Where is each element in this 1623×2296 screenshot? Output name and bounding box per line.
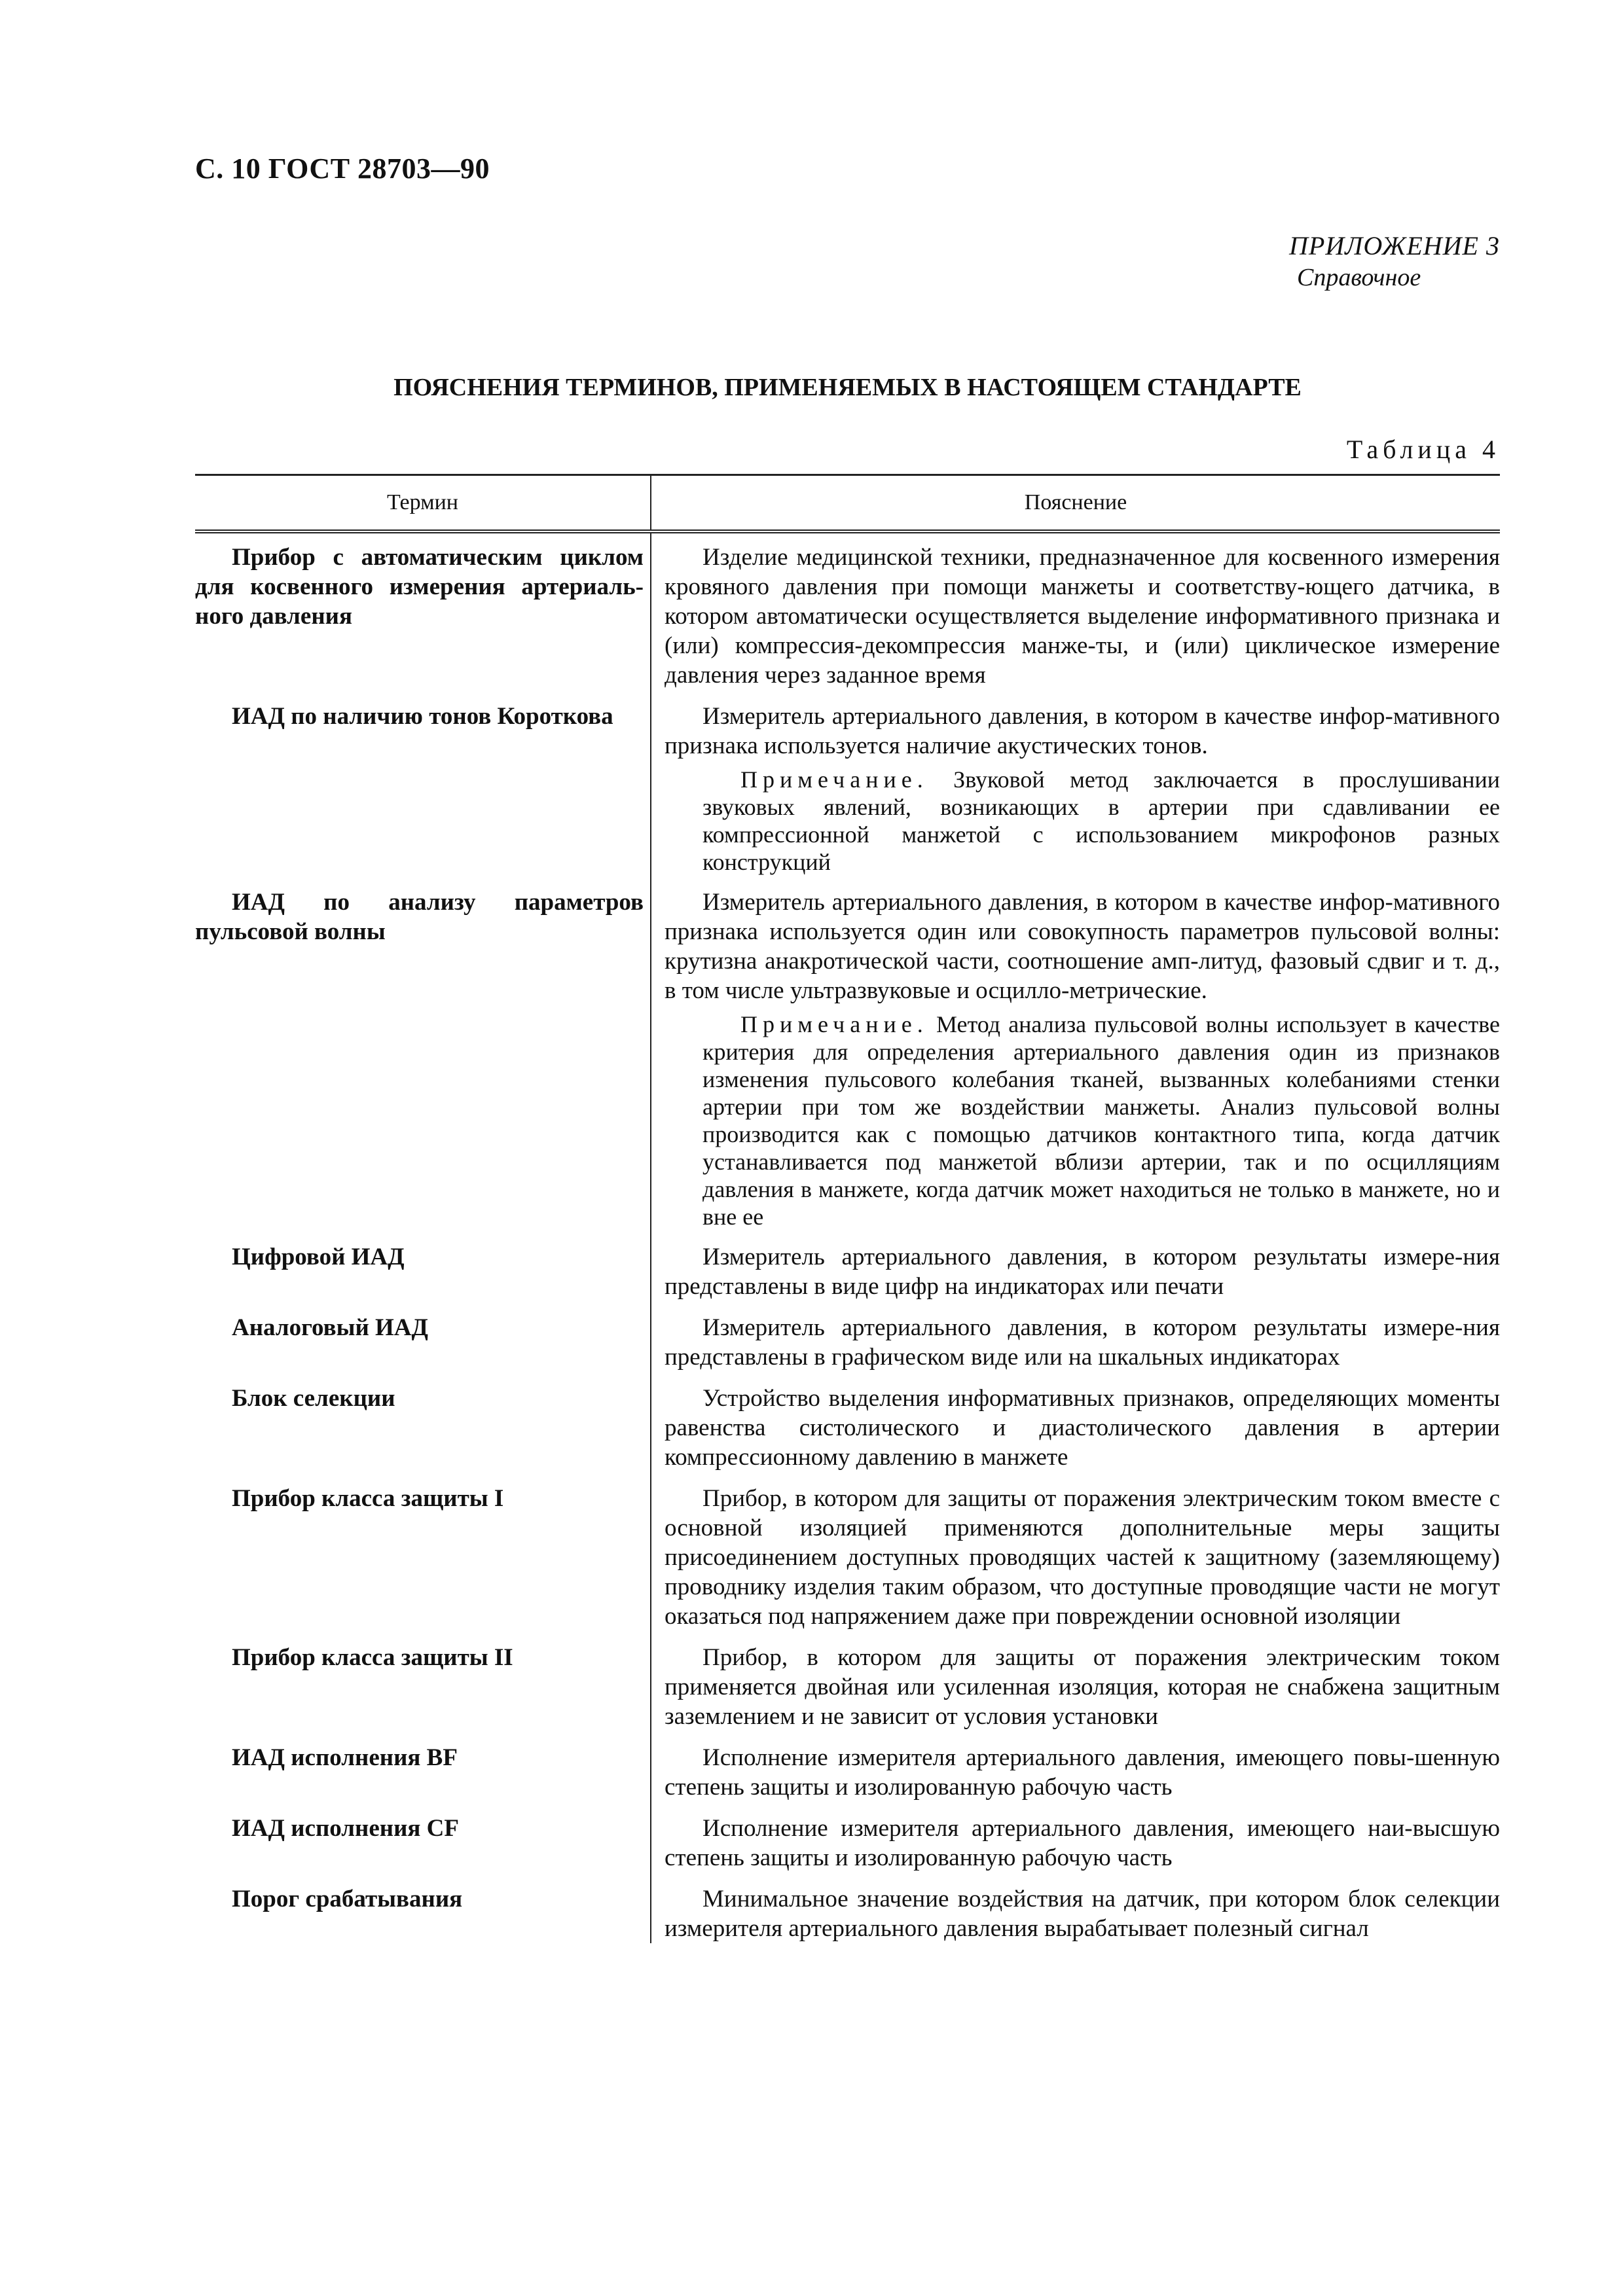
table-row	[195, 1802, 1500, 1873]
term-cell	[195, 1802, 651, 1873]
term-cell	[195, 876, 651, 1230]
appendix-title: ПРИЛОЖЕНИЕ 3	[1289, 231, 1500, 260]
table-row	[195, 1631, 1500, 1731]
explanation-text: Изделие медицинской техники, предназначенное для косвенного измерения кровяного давления при помощи манжеты и соответству-ющего датчика, в котором автоматически осуществляется выделение информативного признака и (или) компрессия-декомпрессия манже-ты, и (или) циклическое измерение давления через заданное время	[665, 544, 1500, 689]
explanation-text: Исполнение измерителя артериального давления, имеющего наи-высшую степень защиты и изолированную рабочую часть	[665, 1815, 1500, 1871]
column-header-term: Термин	[195, 475, 651, 532]
term-text: ИАД исполнения BF	[232, 1744, 458, 1771]
term-text: Блок селекции	[232, 1385, 395, 1412]
explanation-cell	[651, 531, 1500, 690]
term-text: Прибор класса защиты II	[232, 1644, 513, 1671]
note-paragraph	[702, 766, 1500, 876]
term-text: Прибор класса защиты I	[232, 1485, 504, 1512]
term-cell	[195, 690, 651, 876]
table-row	[195, 1301, 1500, 1372]
terms-table-container	[195, 474, 1500, 1943]
table-row	[195, 1372, 1500, 1472]
explanation-text: Прибор, в котором для защиты от поражения электрическим током применяется двойная или усиленная изоляция, которая не снабжена защитным заземлением и не зависит от условия установки	[665, 1644, 1500, 1730]
term-text: ИАД исполнения CF	[232, 1815, 460, 1842]
explanation-cell	[651, 1802, 1500, 1873]
term-text: Аналоговый ИАД	[232, 1314, 428, 1341]
table-row	[195, 690, 1500, 876]
explanation-cell	[651, 1301, 1500, 1372]
table-row	[195, 1472, 1500, 1631]
explanation-text: Измеритель артериального давления, в котором в качестве инфор-мативного признака используется один или совокупность параметров пульсовой волны: крутизна анакротической части, соотношение амп-литуд, фазовый сдвиг и т. д., в том числе ультразвуковые и осцилло-метрические.	[665, 889, 1500, 1004]
explanation-text: Устройство выделения информативных признаков, определяющих моменты равенства систолического и диастолического давления в артерии компрессионному давлению в манжете	[665, 1385, 1500, 1471]
term-cell	[195, 1731, 651, 1802]
appendix-subtitle: Справочное	[1297, 264, 1421, 291]
explanation-cell	[651, 1230, 1500, 1301]
table-header-row	[195, 475, 1500, 532]
table-row	[195, 1873, 1500, 1943]
term-text: ИАД по анализу параметров пульсовой волны	[195, 889, 644, 945]
table-row	[195, 1731, 1500, 1802]
term-cell	[195, 1631, 651, 1731]
terms-table	[195, 474, 1500, 1943]
page-header: С. 10 ГОСТ 28703—90	[195, 152, 490, 185]
column-header-explanation: Пояснение	[651, 475, 1500, 532]
term-cell	[195, 531, 651, 690]
explanation-text: Прибор, в котором для защиты от поражения электрическим током вместе с основной изоляцией применяются дополнительные меры защиты присоединением доступных проводящих частей к защитному (заземляющему) проводнику изделия таким образом, что доступные проводящие части не могут оказаться под напряжением даже при повреждении основной изоляции	[665, 1485, 1500, 1630]
note-text: Звуковой метод заключается в прослушивании звуковых явлений, возникающих в артерии при сдавливании ее компрессионной манжетой с использованием микрофонов разных конструкций	[702, 766, 1501, 875]
term-cell	[195, 1372, 651, 1472]
table-row	[195, 1230, 1500, 1301]
term-cell	[195, 1301, 651, 1372]
explanation-cell	[651, 1873, 1500, 1943]
explanation-text: Исполнение измерителя артериального давления, имеющего повы-шенную степень защиты и изолированную рабочую часть	[665, 1744, 1500, 1801]
explanation-cell	[651, 1631, 1500, 1731]
term-cell	[195, 1230, 651, 1301]
note-label: Примечание.	[740, 766, 928, 793]
table-caption: Таблица 4	[1346, 435, 1500, 464]
table-row	[195, 531, 1500, 690]
table-row	[195, 876, 1500, 1230]
explanation-text: Минимальное значение воздействия на датчик, при котором блок селекции измерителя артериального давления вырабатывает полезный сигнал	[665, 1886, 1500, 1942]
explanation-cell	[651, 876, 1500, 1230]
explanation-cell	[651, 1472, 1500, 1631]
document-title: ПОЯСНЕНИЯ ТЕРМИНОВ, ПРИМЕНЯЕМЫХ В НАСТОЯЩЕМ СТАНДАРТЕ	[393, 374, 1302, 401]
term-cell	[195, 1873, 651, 1943]
explanation-cell	[651, 1372, 1500, 1472]
term-text: ИАД по наличию тонов Короткова	[232, 703, 613, 730]
term-text: Цифровой ИАД	[232, 1244, 405, 1270]
explanation-text: Измеритель артериального давления, в котором результаты измере-ния представлены в виде цифр на индикаторах или печати	[665, 1244, 1500, 1300]
explanation-cell	[651, 690, 1500, 876]
term-cell	[195, 1472, 651, 1631]
term-text: Порог срабатывания	[232, 1886, 463, 1912]
explanation-cell	[651, 1731, 1500, 1802]
note-text: Метод анализа пульсовой волны использует в качестве критерия для определения артериального давления один из признаков изменения пульсового колебания тканей, вызванных колебаниями стенки артерии при том же воздействии манжеты. Анализ пульсовой волны производится как с помощью датчиков контактного типа, когда датчик устанавливается под манжетой вблизи артерии, так и по осцилляциям давления в манжете, когда датчик может находиться не только в манжете, но и вне ее	[702, 1011, 1500, 1230]
explanation-text: Измеритель артериального давления, в котором в качестве инфор-мативного признака используется наличие акустических тонов.	[665, 703, 1500, 759]
note-paragraph	[702, 1011, 1500, 1230]
appendix-label	[1289, 230, 1500, 293]
explanation-text: Измеритель артериального давления, в котором результаты измере-ния представлены в графическом виде или на шкальных индикаторах	[665, 1314, 1500, 1371]
term-text: Прибор с автоматическим циклом для косвенного измерения артериаль-ного давления	[195, 544, 644, 630]
note-label: Примечание.	[740, 1011, 928, 1037]
